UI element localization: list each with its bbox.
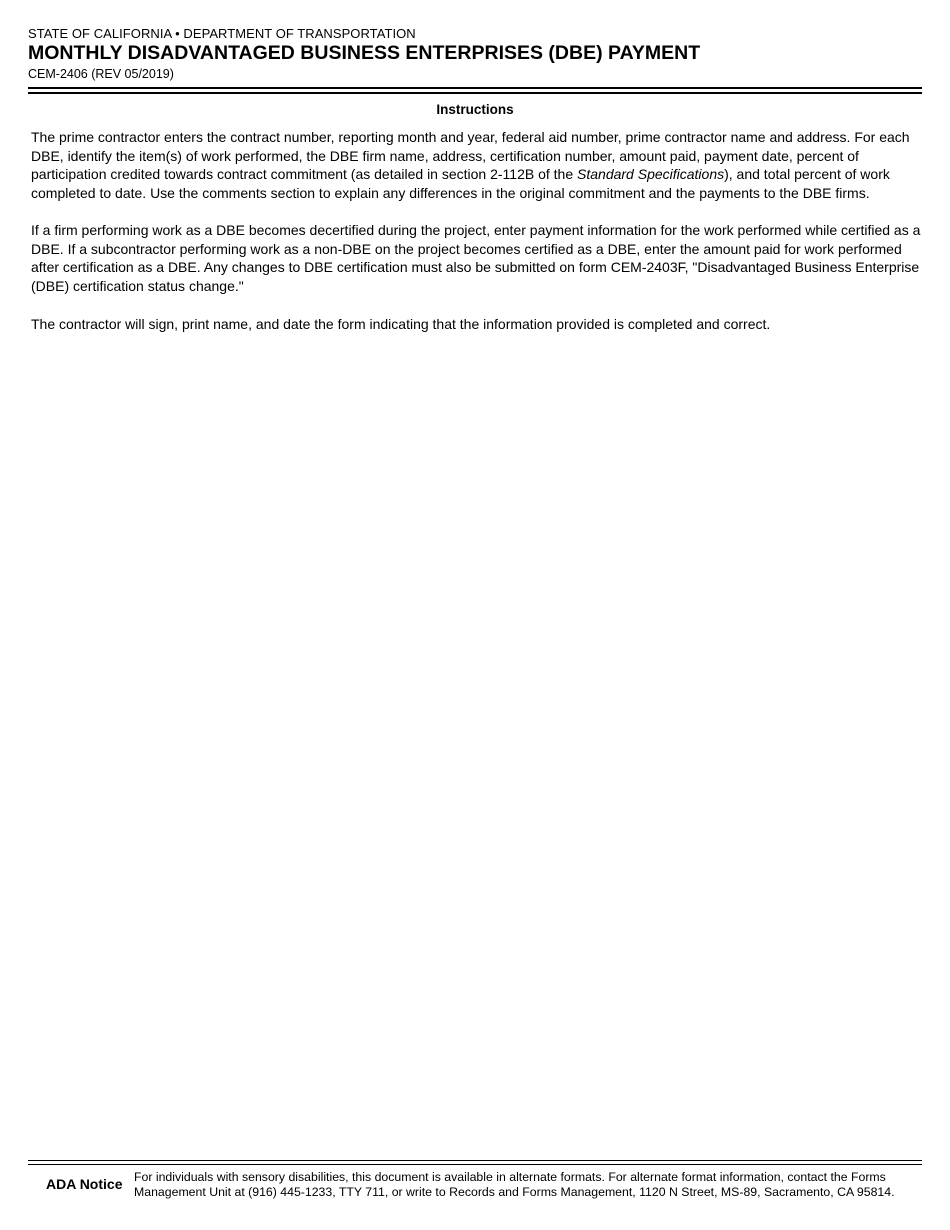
header-divider-bottom — [28, 92, 922, 94]
ada-notice-label: ADA Notice — [46, 1176, 123, 1192]
header-divider-top — [28, 87, 922, 89]
instructions-paragraph-3: The contractor will sign, print name, and date the form indicating that the information provided is completed and correct. — [31, 316, 771, 332]
agency-name: STATE OF CALIFORNIA • DEPARTMENT OF TRANSPORTATION — [28, 26, 416, 41]
form-title: MONTHLY DISADVANTAGED BUSINESS ENTERPRISES (DBE) PAYMENT — [28, 42, 701, 64]
instructions-paragraph-2: If a firm performing work as a DBE becomes decertified during the project, enter payment information for the work performed while certified as a DBE. If a subcontractor performing work as a non-DBE on the project becomes certified as a DBE, enter the amount paid for work performed after certification as a DBE. Any changes to DBE certification must also be submitted on form CEM-2403F, "Disadvantaged Business Enterprise (DBE) certification status change." — [31, 222, 921, 294]
ada-notice-text: For individuals with sensory disabilities, this document is available in alternate formats. For alternate format information, contact the Forms Management Unit at (916) 445-1233, TTY 711, or write to Records and Forms Management, 1120 N Street, MS-89, Sacramento, CA 95814. — [134, 1170, 895, 1199]
instructions-heading: Instructions — [436, 102, 514, 117]
instructions-paragraph-1 — [31, 128, 923, 202]
footer-divider-top — [28, 1160, 922, 1161]
paragraph-1-text-start: The prime contractor enters the contract number, reporting month and year, federal aid number, prime contractor name and address. For each DBE, identify the item(s) of work performed, the DBE firm name, address, certification number, amount paid, payment date, percent of participation credited towards contract commitment (as detailed in section 2-112B of the — [31, 129, 910, 183]
standard-specifications-reference: Standard Specifications — [577, 166, 725, 183]
form-header — [28, 26, 922, 82]
footer-divider-bottom — [28, 1164, 922, 1165]
paragraph-1-text-end: ), and total percent of work completed to date. Use the comments section to explain any differences in the original commitment and the payments to the DBE firms. — [31, 166, 890, 201]
form-number: CEM-2406 (REV 05/2019) — [28, 67, 174, 81]
